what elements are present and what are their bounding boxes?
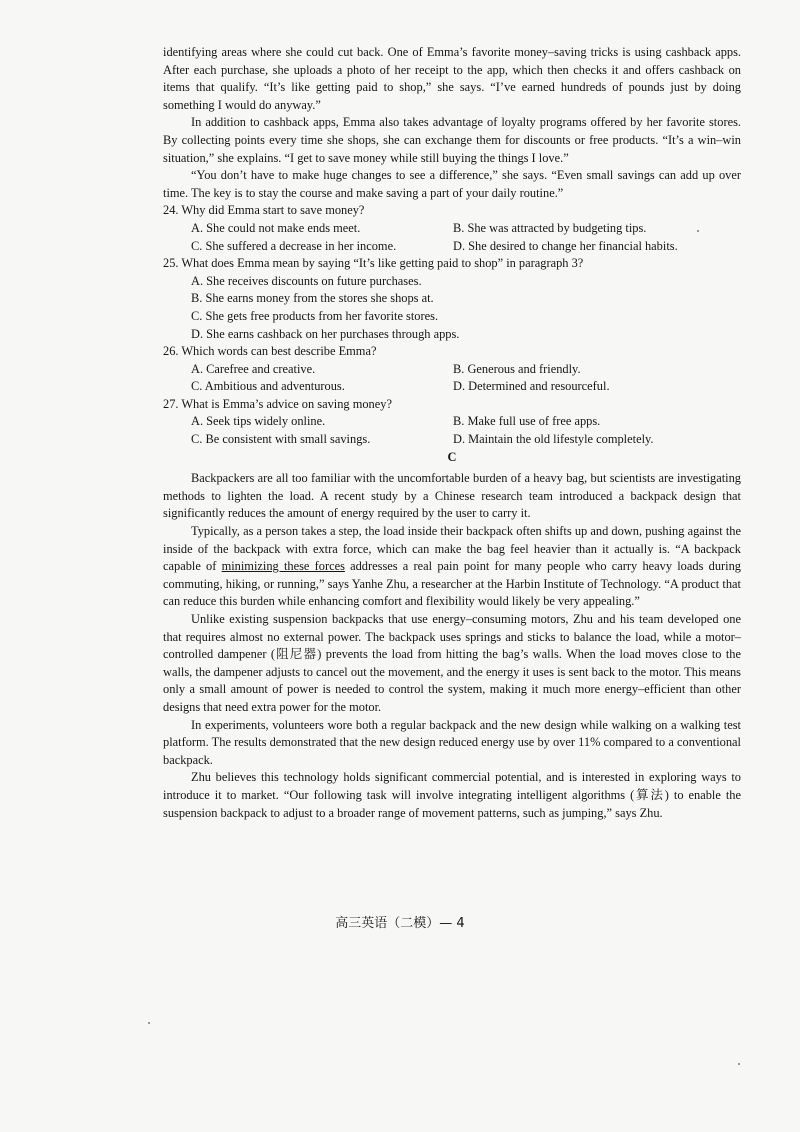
question-stem: 26. Which words can best describe Emma? — [163, 344, 377, 359]
option-list — [163, 413, 741, 448]
option-list — [163, 273, 741, 343]
option-a: A. She could not make ends meet. — [191, 220, 361, 235]
option-b: B. She earns money from the stores she shops at. — [191, 291, 434, 306]
question-24 — [163, 202, 741, 255]
option-c: C. She gets free products from her favorite stores. — [191, 308, 439, 323]
passage-c-paragraph-3: Unlike existing suspension backpacks that use energy–consuming motors, Zhu and his team developed one that requires almost no external power. The backpack uses springs and sticks to balance the load, while a motor–controlled dampener (阻尼器) prevents the load from hitting the bag’s walls. When the load moves close to the walls, the dampener adjusts to cancel out the movement, and the energy it uses is sent back to the motor. This means only a small amount of power is needed to control the system, making it much more energy–efficient than other designs that need extra power for the motor. — [163, 612, 741, 714]
option-a: A. Carefree and creative. — [191, 361, 316, 376]
option-d: D. She desired to change her financial habits. — [453, 238, 678, 253]
passage-c-paragraph-4: In experiments, volunteers wore both a regular backpack and the new design while walking on a walking test platform. The results demonstrated that the new design reduced energy use by over 11% compared to a conventional backpack. — [163, 717, 741, 767]
option-c: C. She suffered a decrease in her income. — [191, 238, 397, 253]
passage-b-paragraph-2: In addition to cashback apps, Emma also takes advantage of loyalty programs offered by her favorite stores. By collecting points every time she shops, she can exchange them for discounts or free products. “It’s a win–win situation,” she explains. “I get to save money while still buying the things I love.” — [163, 115, 741, 165]
option-c: C. Be consistent with small savings. — [191, 432, 371, 447]
scan-speck — [738, 1063, 740, 1065]
option-d: D. Maintain the old lifestyle completely. — [453, 432, 654, 447]
paragraph-text: Typically, as a person takes a step, the load inside their backpack often shifts up and down, pushing against the inside of the backpack with extra force, which can make the bag feel heavier than it actually is. “A backpack capable of — [163, 524, 741, 574]
scan-speck — [148, 1022, 150, 1024]
option-b: B. She was attracted by budgeting tips. — [453, 220, 647, 235]
passage-c-heading: C — [447, 449, 457, 464]
question-27 — [163, 396, 741, 449]
page-footer: 高三英语（二模）— 4 — [335, 916, 465, 931]
option-b: B. Generous and friendly. — [453, 361, 581, 376]
page-content — [163, 44, 741, 822]
question-stem: 24. Why did Emma start to save money? — [163, 203, 365, 218]
passage-c-paragraph-2 — [163, 523, 741, 611]
option-d: D. Determined and resourceful. — [453, 379, 610, 394]
option-list — [163, 361, 741, 396]
question-stem: 27. What is Emma’s advice on saving money? — [163, 396, 392, 411]
paragraph-text: addresses a real pain point for many people who carry heavy loads during commuting, hiking, or running,” says Yanhe Zhu, a researcher at the Harbin Institute of Technology. “A product that can reduce this burden while enhancing comfort and flexibility would likely be very appealing.” — [163, 559, 741, 609]
passage-b-continuation: identifying areas where she could cut back. One of Emma’s favorite money–saving tricks is using cashback apps. After each purchase, she uploads a photo of her receipt to the app, which then checks it and offers cashback on items that qualify. “It’s like getting paid to shop,” she says. “I’ve earned hundreds of pounds just by doing something I would do anyway.” — [163, 45, 741, 112]
question-26 — [163, 343, 741, 396]
passage-c-paragraph-1: Backpackers are all too familiar with the uncomfortable burden of a heavy bag, but scientists are investigating methods to lighten the load. A recent study by a Chinese research team introduced a backpack design that significantly reduces the amount of energy required by the user to carry it. — [163, 471, 741, 521]
underlined-phrase: minimizing these forces — [221, 559, 345, 574]
passage-c-paragraph-5: Zhu believes this technology holds significant commercial potential, and is interested in exploring ways to introduce it to market. “Our following task will involve integrating intelligent algorithms (算法) to enable the suspension backpack to adjust to a broader range of movement patterns, such as jumping,” says Zhu. — [163, 770, 741, 820]
scan-speck — [697, 230, 699, 232]
question-25 — [163, 255, 741, 343]
option-b: B. Make full use of free apps. — [453, 414, 601, 429]
option-d: D. She earns cashback on her purchases through apps. — [191, 326, 460, 341]
question-stem: 25. What does Emma mean by saying “It’s like getting paid to shop” in paragraph 3? — [163, 256, 584, 271]
passage-b-paragraph-3: “You don’t have to make huge changes to see a difference,” she says. “Even small savings can add up over time. The key is to stay the course and make saving a part of your daily routine.” — [163, 168, 741, 200]
option-c: C. Ambitious and adventurous. — [191, 379, 345, 394]
option-a: A. She receives discounts on future purchases. — [191, 273, 422, 288]
option-a: A. Seek tips widely online. — [191, 414, 326, 429]
option-list — [163, 220, 741, 255]
